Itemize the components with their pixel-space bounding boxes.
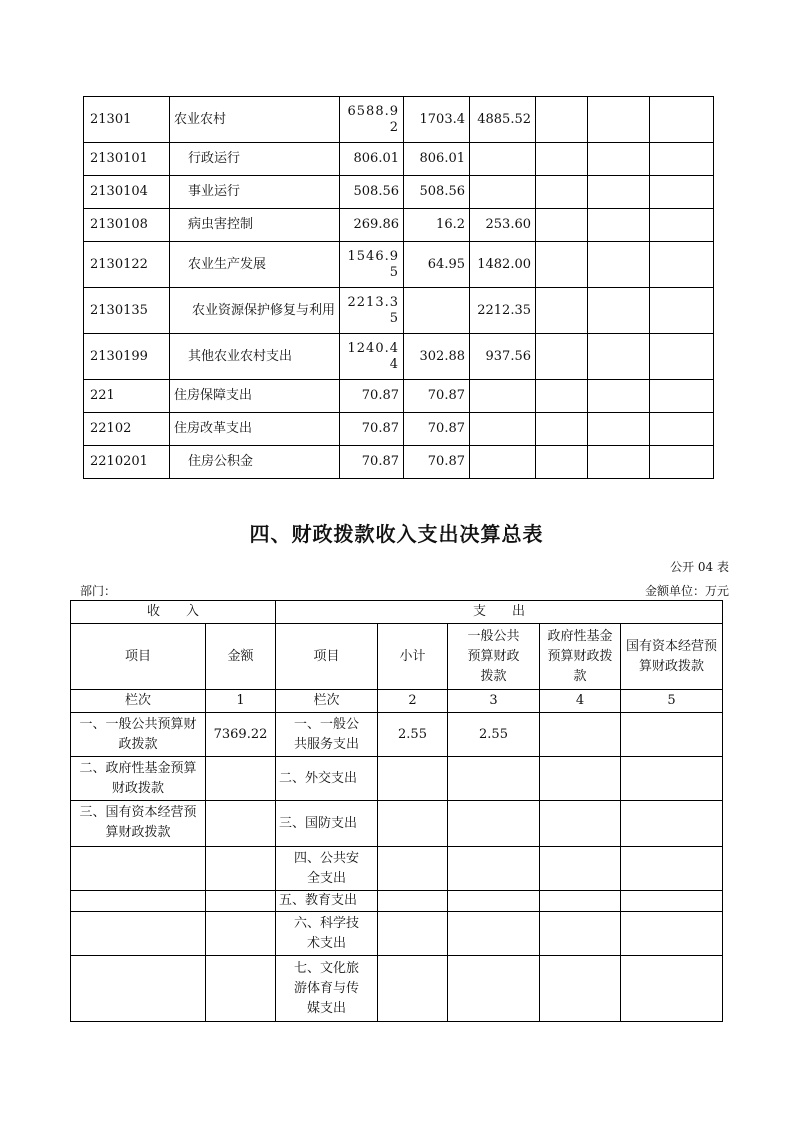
subject-code: 22102 bbox=[84, 413, 170, 446]
col-state: 国有资本经营预算财政拨款 bbox=[621, 624, 723, 690]
basic-value: 1703.4 bbox=[404, 97, 470, 143]
income-item: 一、一般公共预算财政拨款 bbox=[71, 713, 206, 757]
total-value: 508.56 bbox=[340, 176, 404, 209]
form-number: 公开 04 表 bbox=[670, 560, 729, 574]
subject-name: 病虫害控制 bbox=[170, 209, 340, 242]
general-value bbox=[448, 956, 540, 1022]
fund-value bbox=[540, 713, 621, 757]
empty-cell bbox=[536, 97, 588, 143]
empty-cell bbox=[536, 288, 588, 334]
subtotal-value bbox=[378, 847, 448, 891]
page-title: 四、财政拨款收入支出决算总表 bbox=[249, 522, 544, 546]
empty-cell bbox=[650, 380, 714, 413]
general-value bbox=[448, 847, 540, 891]
income-item: 二、政府性基金预算财政拨款 bbox=[71, 757, 206, 801]
empty-cell bbox=[588, 209, 650, 242]
subject-code: 2130199 bbox=[84, 334, 170, 380]
income-header: 收 入 bbox=[71, 601, 276, 624]
table-row bbox=[84, 143, 714, 176]
subject-name: 住房改革支出 bbox=[170, 413, 340, 446]
income-amount bbox=[206, 847, 276, 891]
project-value bbox=[470, 380, 536, 413]
empty-cell bbox=[536, 380, 588, 413]
subject-code: 21301 bbox=[84, 97, 170, 143]
total-value: 1546.95 bbox=[340, 242, 404, 288]
income-item bbox=[71, 847, 206, 891]
index-row bbox=[71, 690, 723, 713]
table-row bbox=[84, 288, 714, 334]
empty-cell bbox=[536, 143, 588, 176]
empty-cell bbox=[536, 209, 588, 242]
empty-cell bbox=[650, 176, 714, 209]
empty-cell bbox=[536, 446, 588, 479]
empty-cell bbox=[588, 288, 650, 334]
table-row bbox=[84, 413, 714, 446]
subject-code: 2130135 bbox=[84, 288, 170, 334]
empty-cell bbox=[536, 334, 588, 380]
header-row bbox=[71, 624, 723, 690]
income-amount bbox=[206, 801, 276, 847]
subject-name: 行政运行 bbox=[170, 143, 340, 176]
expense-item: 六、科学技术支出 bbox=[276, 912, 378, 956]
project-value: 253.60 bbox=[470, 209, 536, 242]
empty-cell bbox=[650, 97, 714, 143]
general-value: 2.55 bbox=[448, 713, 540, 757]
income-item: 三、国有资本经营预算财政拨款 bbox=[71, 801, 206, 847]
col-general: 一般公共预算财政拨款 bbox=[448, 624, 540, 690]
state-value bbox=[621, 801, 723, 847]
subject-code: 2130101 bbox=[84, 143, 170, 176]
table-row bbox=[71, 757, 723, 801]
general-value bbox=[448, 912, 540, 956]
total-value: 269.86 bbox=[340, 209, 404, 242]
fund-value bbox=[540, 847, 621, 891]
income-amount bbox=[206, 956, 276, 1022]
subject-name: 农业资源保护修复与利用 bbox=[170, 288, 340, 334]
basic-value: 64.95 bbox=[404, 242, 470, 288]
subject-code: 2130122 bbox=[84, 242, 170, 288]
table-row bbox=[71, 956, 723, 1022]
empty-cell bbox=[650, 209, 714, 242]
subtotal-value: 2.55 bbox=[378, 713, 448, 757]
row-label: 栏次 bbox=[71, 690, 206, 713]
income-item bbox=[71, 956, 206, 1022]
subject-name: 其他农业农村支出 bbox=[170, 334, 340, 380]
basic-value: 302.88 bbox=[404, 334, 470, 380]
table-row bbox=[84, 242, 714, 288]
table-row bbox=[71, 912, 723, 956]
total-value: 2213.35 bbox=[340, 288, 404, 334]
col-amount: 金额 bbox=[206, 624, 276, 690]
table-row bbox=[84, 176, 714, 209]
state-value bbox=[621, 757, 723, 801]
subject-name: 事业运行 bbox=[170, 176, 340, 209]
table-row bbox=[71, 801, 723, 847]
empty-cell bbox=[588, 446, 650, 479]
col-index: 4 bbox=[540, 690, 621, 713]
project-value: 4885.52 bbox=[470, 97, 536, 143]
subject-name: 农业生产发展 bbox=[170, 242, 340, 288]
fund-value bbox=[540, 912, 621, 956]
project-value: 937.56 bbox=[470, 334, 536, 380]
general-value bbox=[448, 757, 540, 801]
empty-cell bbox=[650, 242, 714, 288]
subject-code: 221 bbox=[84, 380, 170, 413]
table-row bbox=[84, 446, 714, 479]
income-item bbox=[71, 912, 206, 956]
subtotal-value bbox=[378, 757, 448, 801]
empty-cell bbox=[650, 143, 714, 176]
income-amount bbox=[206, 757, 276, 801]
fund-value bbox=[540, 801, 621, 847]
col-index: 5 bbox=[621, 690, 723, 713]
empty-cell bbox=[588, 97, 650, 143]
subject-name: 农业农村 bbox=[170, 97, 340, 143]
expense-item: 七、文化旅游体育与传媒支出 bbox=[276, 956, 378, 1022]
empty-cell bbox=[536, 413, 588, 446]
fiscal-summary-table bbox=[70, 600, 723, 1022]
total-value: 1240.44 bbox=[340, 334, 404, 380]
expense-item: 五、教育支出 bbox=[276, 891, 378, 912]
table-row bbox=[71, 713, 723, 757]
table-row bbox=[71, 847, 723, 891]
basic-value: 16.2 bbox=[404, 209, 470, 242]
col-item: 项目 bbox=[71, 624, 206, 690]
state-value bbox=[621, 847, 723, 891]
basic-value: 70.87 bbox=[404, 413, 470, 446]
empty-cell bbox=[588, 334, 650, 380]
empty-cell bbox=[536, 176, 588, 209]
col-fund: 政府性基金预算财政拨款 bbox=[540, 624, 621, 690]
state-value bbox=[621, 956, 723, 1022]
col-index: 1 bbox=[206, 690, 276, 713]
empty-cell bbox=[588, 380, 650, 413]
empty-cell bbox=[588, 143, 650, 176]
project-value bbox=[470, 176, 536, 209]
basic-value: 806.01 bbox=[404, 143, 470, 176]
income-amount: 7369.22 bbox=[206, 713, 276, 757]
fund-value bbox=[540, 757, 621, 801]
empty-cell bbox=[536, 242, 588, 288]
expense-header: 支 出 bbox=[276, 601, 723, 624]
basic-value: 508.56 bbox=[404, 176, 470, 209]
basic-value: 70.87 bbox=[404, 446, 470, 479]
subject-name: 住房保障支出 bbox=[170, 380, 340, 413]
expense-item: 二、外交支出 bbox=[276, 757, 378, 801]
total-value: 806.01 bbox=[340, 143, 404, 176]
general-value bbox=[448, 891, 540, 912]
total-value: 70.87 bbox=[340, 446, 404, 479]
state-value bbox=[621, 912, 723, 956]
subject-code: 2210201 bbox=[84, 446, 170, 479]
expense-item: 一、一般公共服务支出 bbox=[276, 713, 378, 757]
empty-cell bbox=[650, 413, 714, 446]
subject-code: 2130104 bbox=[84, 176, 170, 209]
header-row bbox=[71, 601, 723, 624]
state-value bbox=[621, 891, 723, 912]
empty-cell bbox=[650, 288, 714, 334]
department-label: 部门： bbox=[80, 584, 117, 598]
total-value: 6588.92 bbox=[340, 97, 404, 143]
income-item bbox=[71, 891, 206, 912]
table-row bbox=[71, 891, 723, 912]
empty-cell bbox=[588, 413, 650, 446]
project-value bbox=[470, 143, 536, 176]
table-row bbox=[84, 209, 714, 242]
empty-cell bbox=[650, 334, 714, 380]
income-amount bbox=[206, 891, 276, 912]
fund-value bbox=[540, 891, 621, 912]
project-value: 2212.35 bbox=[470, 288, 536, 334]
expense-item: 四、公共安全支出 bbox=[276, 847, 378, 891]
subtotal-value bbox=[378, 956, 448, 1022]
project-value bbox=[470, 413, 536, 446]
empty-cell bbox=[650, 446, 714, 479]
col-index: 2 bbox=[378, 690, 448, 713]
table-row bbox=[84, 97, 714, 143]
basic-value bbox=[404, 288, 470, 334]
income-amount bbox=[206, 912, 276, 956]
expense-item: 三、国防支出 bbox=[276, 801, 378, 847]
empty-cell bbox=[588, 176, 650, 209]
basic-value: 70.87 bbox=[404, 380, 470, 413]
total-value: 70.87 bbox=[340, 380, 404, 413]
row-label: 栏次 bbox=[276, 690, 378, 713]
fund-value bbox=[540, 956, 621, 1022]
subtotal-value bbox=[378, 912, 448, 956]
col-index: 3 bbox=[448, 690, 540, 713]
empty-cell bbox=[588, 242, 650, 288]
total-value: 70.87 bbox=[340, 413, 404, 446]
subtotal-value bbox=[378, 801, 448, 847]
project-value: 1482.00 bbox=[470, 242, 536, 288]
general-value bbox=[448, 801, 540, 847]
table-row bbox=[84, 380, 714, 413]
expenditure-detail-table bbox=[83, 96, 714, 479]
col-subtotal: 小计 bbox=[378, 624, 448, 690]
subtotal-value bbox=[378, 891, 448, 912]
project-value bbox=[470, 446, 536, 479]
state-value bbox=[621, 713, 723, 757]
col-item2: 项目 bbox=[276, 624, 378, 690]
subject-code: 2130108 bbox=[84, 209, 170, 242]
table-row bbox=[84, 334, 714, 380]
unit-label: 金额单位：万元 bbox=[644, 584, 729, 598]
subject-name: 住房公积金 bbox=[170, 446, 340, 479]
